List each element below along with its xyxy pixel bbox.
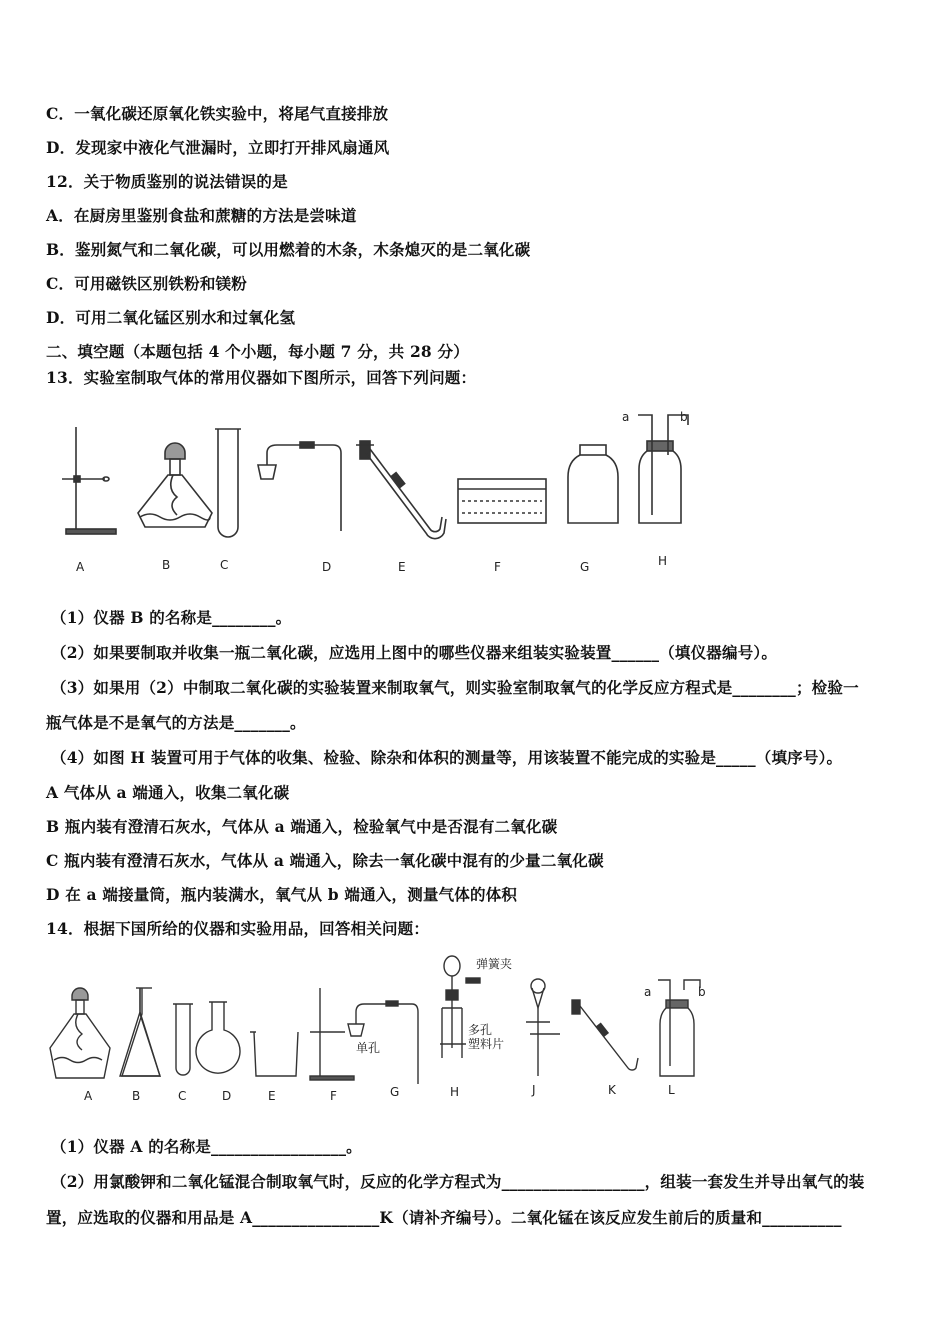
q12-option-a: A．在厨房里鉴别食盐和蔗糖的方法是尝味道 xyxy=(46,206,357,225)
bent-tube-e-icon xyxy=(356,441,446,539)
fig14-label-l: L xyxy=(668,1083,675,1097)
q13-choice-c: C 瓶内装有澄清石灰水，气体从 a 端通入，除去一氧化碳中混有的少量二氧化碳 xyxy=(46,851,604,870)
fig14-label-k: K xyxy=(608,1083,616,1097)
question-12-stem: 12．关于物质鉴别的说法错误的是 xyxy=(46,172,288,191)
fig13-label-d: D xyxy=(322,560,332,574)
q13-part-2: （2）如果要制取并收集一瓶二氧化碳，应选用上图中的哪些仪器来组装实验装置______（填仪器编号）。 xyxy=(51,643,778,662)
beaker-icon xyxy=(250,1032,298,1076)
q14-part-1: （1）仪器 A 的名称是_________________。 xyxy=(51,1137,362,1156)
question-13-stem: 13．实验室制取气体的常用仪器如下图所示，回答下列问题： xyxy=(46,368,477,387)
fig14-label-g: G xyxy=(390,1085,400,1099)
q12-option-d: D．可用二氧化锰区别水和过氧化氢 xyxy=(46,308,296,327)
l-port-b: b xyxy=(698,985,706,999)
q13-apparatus-figure xyxy=(40,405,720,590)
fig14-label-h: H xyxy=(450,1085,460,1099)
q12-option-b: B．鉴别氮气和二氧化碳，可以用燃着的木条，木条熄灭的是二氧化碳 xyxy=(46,240,531,259)
fig14-label-j: J xyxy=(532,1083,536,1097)
q13-part-1: （1）仪器 B 的名称是________。 xyxy=(51,608,292,627)
fig14-label-c: C xyxy=(178,1089,187,1103)
question-14-stem: 14．根据下国所给的仪器和实验用品，回答相关问题： xyxy=(46,919,430,938)
l-port-a: a xyxy=(644,985,652,999)
q13-choice-a: A 气体从 a 端通入，收集二氧化碳 xyxy=(46,783,290,802)
h-port-b: b xyxy=(680,410,688,424)
porous-label-2: 塑料片 xyxy=(468,1037,505,1051)
porous-label-1: 多孔 xyxy=(468,1023,493,1037)
iron-stand-icon xyxy=(62,427,116,534)
fig13-label-c: C xyxy=(220,558,229,572)
q12-option-c: C．可用磁铁区别铁粉和镁粉 xyxy=(46,274,247,293)
alcohol-lamp-icon xyxy=(50,988,110,1078)
q14-part-2-cont: 置，应选取的仪器和用品是 A________________K（请补齐编号）。二氧化锰在该反应发生前后的质量和__________ xyxy=(46,1208,842,1227)
alcohol-lamp-icon xyxy=(138,443,212,527)
q14-apparatus-figure xyxy=(40,948,720,1108)
q13-choice-b: B 瓶内装有澄清石灰水，气体从 a 端通入，检验氧气中是否混有二氧化碳 xyxy=(46,817,558,836)
stopper-tube-d-icon xyxy=(258,442,341,531)
q13-part-3-cont: 瓶气体是不是氧气的方法是_______。 xyxy=(46,713,306,732)
fig13-label-a: A xyxy=(76,560,85,574)
q14-part-2: （2）用氯酸钾和二氧化锰混合制取氧气时，反应的化学方程式为__________________，组装一套发生并导出氧气的装 xyxy=(51,1172,865,1191)
test-tube-icon xyxy=(176,1004,190,1075)
single-hole-label: 单孔 xyxy=(356,1041,381,1055)
fig13-label-g: G xyxy=(580,560,590,574)
h-port-a: a xyxy=(622,410,630,424)
fig13-label-f: F xyxy=(494,560,501,574)
test-tube-icon xyxy=(215,429,241,537)
spring-clip-label: 弹簧夹 xyxy=(476,957,513,971)
water-trough-icon xyxy=(458,479,546,523)
wash-bottle-h-icon xyxy=(638,415,688,523)
q13-part-4: （4）如图 H 装置可用于气体的收集、检验、除杂和体积的测量等，用该装置不能完成的实验是_____（填序号）。 xyxy=(51,748,843,767)
q13-part-3: （3）如果用（2）中制取二氧化碳的实验装置来制取氧气，则实验室制取氧气的化学反应方程式是________；检验一 xyxy=(51,678,859,697)
gas-bottle-icon xyxy=(568,445,618,523)
fig13-label-e: E xyxy=(398,560,406,574)
section-2-heading: 二、填空题（本题包括 4 个小题，每小题 7 分，共 28 分） xyxy=(46,342,469,361)
fig13-label-b: B xyxy=(162,558,171,572)
wash-bottle-l-icon xyxy=(658,980,700,1076)
fig14-label-e: E xyxy=(268,1089,276,1103)
fig14-label-a: A xyxy=(84,1089,93,1103)
option-c-line: C．一氧化碳还原氧化铁实验中，将尾气直接排放 xyxy=(46,104,389,123)
option-d-line: D．发现家中液化气泄漏时，立即打开排风扇通风 xyxy=(46,138,390,157)
fig14-label-d: D xyxy=(222,1089,232,1103)
bent-tube-k-icon xyxy=(572,1000,638,1070)
fig14-label-b: B xyxy=(132,1089,141,1103)
fig14-label-f: F xyxy=(330,1089,337,1103)
round-flask-icon xyxy=(196,1002,240,1073)
separatory-funnel-icon xyxy=(526,979,560,1076)
iron-stand-icon xyxy=(310,988,354,1080)
q13-choice-d: D 在 a 端接量筒，瓶内装满水，氧气从 b 端通入，测量气体的体积 xyxy=(46,885,518,904)
fig13-label-h: H xyxy=(658,554,668,568)
